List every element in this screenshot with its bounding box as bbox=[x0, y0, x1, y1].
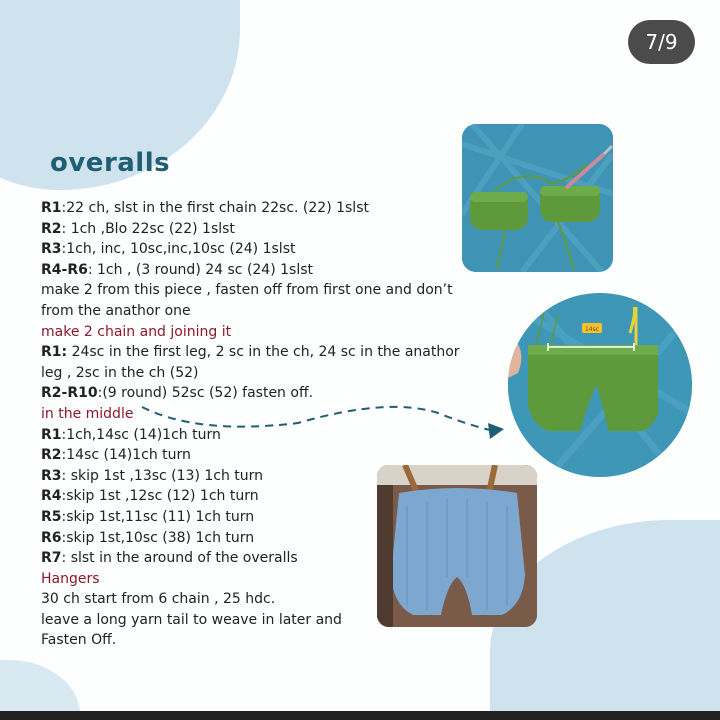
section-heading: make 2 chain and joining it bbox=[41, 323, 232, 340]
round-instruction: :skip 1st,11sc (11) 1ch turn bbox=[61, 508, 255, 525]
round-instruction: 24sc in the first leg, 2 sc in the ch, 24 sc in the anathor bbox=[67, 344, 460, 361]
pattern-line bbox=[41, 342, 481, 363]
section-heading: in the middle bbox=[41, 405, 134, 422]
round-label: R2-R10 bbox=[41, 385, 98, 402]
dashed-arrow-icon bbox=[138, 395, 518, 445]
pattern-line bbox=[41, 219, 481, 240]
round-instruction: : slst in the around of the overalls bbox=[61, 550, 298, 567]
round-label: R7 bbox=[41, 550, 62, 567]
pattern-line bbox=[41, 363, 481, 384]
round-instruction: :1ch,14sc (14)1ch turn bbox=[61, 426, 221, 443]
round-instruction: leave a long yarn tail to weave in later and bbox=[41, 611, 342, 628]
round-label: R1: bbox=[41, 344, 68, 361]
round-instruction: : 1ch , (3 round) 24 sc (24) 1slst bbox=[87, 261, 314, 278]
round-instruction: : skip 1st ,13sc (13) 1ch turn bbox=[61, 467, 264, 484]
round-label: R2 bbox=[41, 220, 62, 237]
stitch-count-label: 14sc bbox=[584, 326, 600, 333]
section-title: overalls bbox=[50, 148, 171, 178]
pattern-line bbox=[41, 322, 481, 343]
round-instruction: :skip 1st,10sc (38) 1ch turn bbox=[61, 529, 255, 546]
photo-green-leg-pieces bbox=[462, 124, 613, 272]
pattern-line bbox=[41, 198, 481, 219]
round-label: R4-R6 bbox=[41, 261, 88, 278]
photo-blue-overalls bbox=[377, 465, 537, 627]
round-label: R4 bbox=[41, 488, 62, 505]
round-instruction: :14sc (14)1ch turn bbox=[61, 447, 191, 464]
round-instruction: leg , 2sc in the ch (52) bbox=[41, 364, 199, 381]
round-label: R1 bbox=[41, 426, 62, 443]
pattern-line bbox=[41, 445, 481, 466]
round-instruction: 30 ch start from 6 chain , 25 hdc. bbox=[41, 591, 276, 608]
round-label: R3 bbox=[41, 241, 62, 258]
round-instruction: make 2 from this piece , fasten off from first one and don’t bbox=[41, 282, 453, 299]
round-label: R6 bbox=[41, 529, 62, 546]
round-label: R5 bbox=[41, 508, 62, 525]
round-instruction: : 1ch ,Blo 22sc (22) 1slst bbox=[61, 220, 235, 237]
section-heading: Hangers bbox=[41, 570, 100, 587]
page-counter-badge: 7/9 bbox=[628, 20, 695, 64]
bottom-bar bbox=[0, 711, 720, 720]
pattern-line bbox=[41, 630, 481, 651]
round-instruction: from the anathor one bbox=[41, 302, 191, 319]
round-label: R3 bbox=[41, 467, 62, 484]
round-instruction: Fasten Off. bbox=[41, 632, 117, 649]
round-label: R2 bbox=[41, 447, 62, 464]
round-instruction: :1ch, inc, 10sc,inc,10sc (24) 1slst bbox=[61, 241, 296, 258]
pattern-line bbox=[41, 280, 481, 301]
round-instruction: :skip 1st ,12sc (12) 1ch turn bbox=[61, 488, 259, 505]
round-instruction: :22 ch, slst in the first chain 22sc. (22) 1slst bbox=[61, 200, 369, 216]
round-instruction: :(9 round) 52sc (52) fasten off. bbox=[97, 385, 314, 402]
photo-green-shorts-joined bbox=[508, 293, 692, 477]
pattern-line bbox=[41, 301, 481, 322]
pattern-line bbox=[41, 260, 481, 281]
pattern-line bbox=[41, 239, 481, 260]
round-label: R1 bbox=[41, 200, 62, 216]
